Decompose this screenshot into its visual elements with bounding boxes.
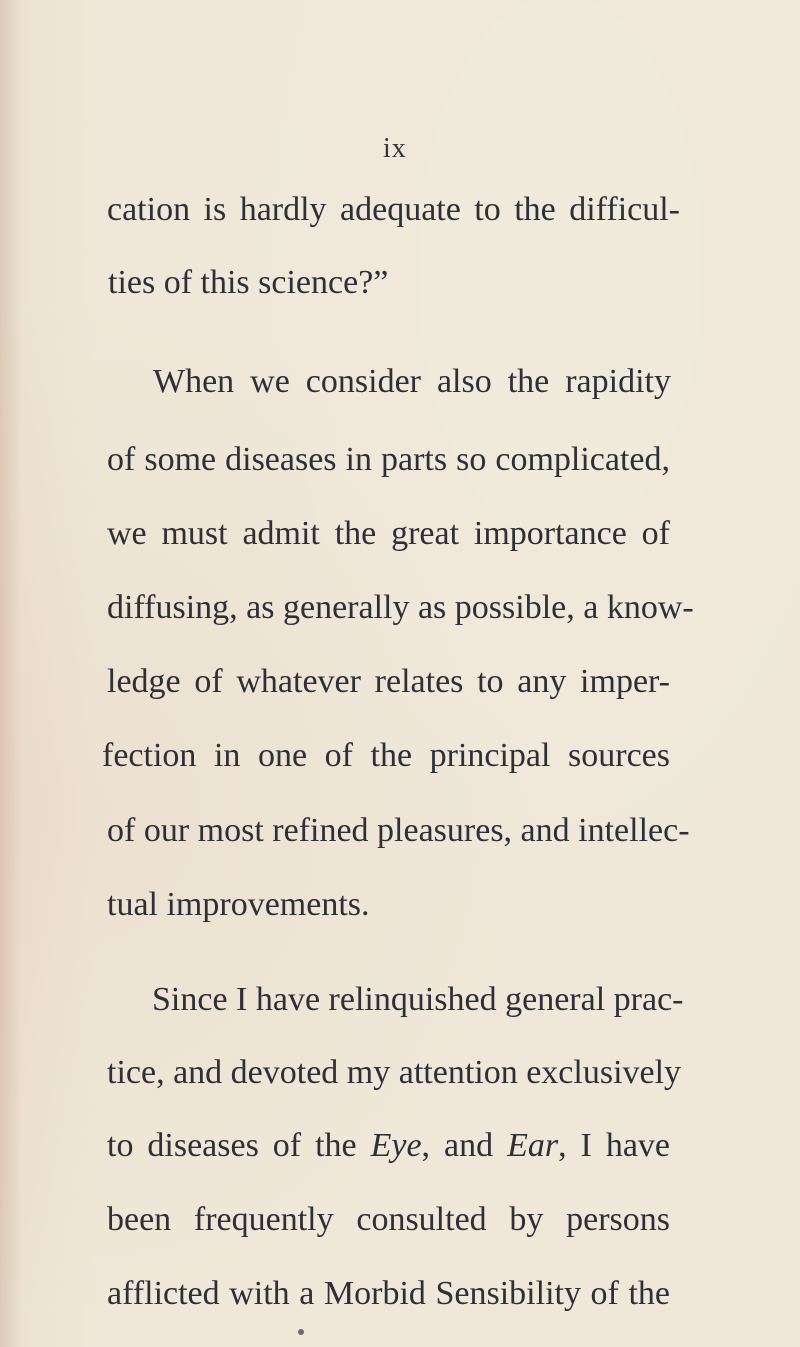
text-line-content: diffusing, as generally as possible, a know- <box>107 589 694 626</box>
text-line <box>107 1053 682 1093</box>
text-line-content: afflicted with a Morbid Sensibility of the <box>107 1275 670 1312</box>
text-line <box>107 811 690 851</box>
text-line-content: of some diseases in parts so complicated, <box>107 441 670 478</box>
text-run: to diseases of the <box>107 1127 371 1164</box>
text-line <box>107 1274 670 1314</box>
text-line-content: fection in one of the principal sources <box>102 737 670 774</box>
text-line-content: Since I have relinquished general prac- <box>152 981 684 1018</box>
text-line-content: ties of this science?” <box>108 264 389 301</box>
page-number: ix <box>383 133 407 164</box>
text-line <box>107 662 670 702</box>
italic-run-ear: Ear <box>507 1127 559 1164</box>
text-line <box>107 588 694 628</box>
text-line <box>107 1126 670 1166</box>
text-line <box>102 736 670 776</box>
italic-run-eye: Eye <box>370 1127 422 1164</box>
text-line <box>107 514 670 554</box>
text-line <box>107 1200 670 1240</box>
text-line-content: of our most refined pleasures, and intellec- <box>107 812 690 849</box>
text-line <box>107 885 427 925</box>
text-line <box>107 440 670 480</box>
text-line-content: When we consider also the rapidity <box>153 363 671 400</box>
printing-speck <box>298 1329 304 1335</box>
text-line-content: cation is hardly adequate to the difficul- <box>107 191 680 228</box>
text-line-content: ledge of whatever relates to any imper- <box>107 663 670 700</box>
paragraph-first-line <box>152 980 684 1020</box>
text-run: , I have <box>558 1127 670 1164</box>
text-run: , and <box>421 1127 508 1164</box>
page-edge-shadow <box>0 0 22 1347</box>
text-line-content: tual improvements. <box>107 886 370 923</box>
text-line-content: been frequently consulted by persons <box>107 1201 670 1238</box>
text-line-content-group <box>107 1126 670 1166</box>
paragraph-first-line <box>153 362 671 402</box>
text-line-content: tice, and devoted my attention exclusively <box>107 1054 682 1091</box>
text-line <box>108 263 528 303</box>
text-line-content: we must admit the great importance of <box>107 515 670 552</box>
text-line <box>107 190 680 230</box>
